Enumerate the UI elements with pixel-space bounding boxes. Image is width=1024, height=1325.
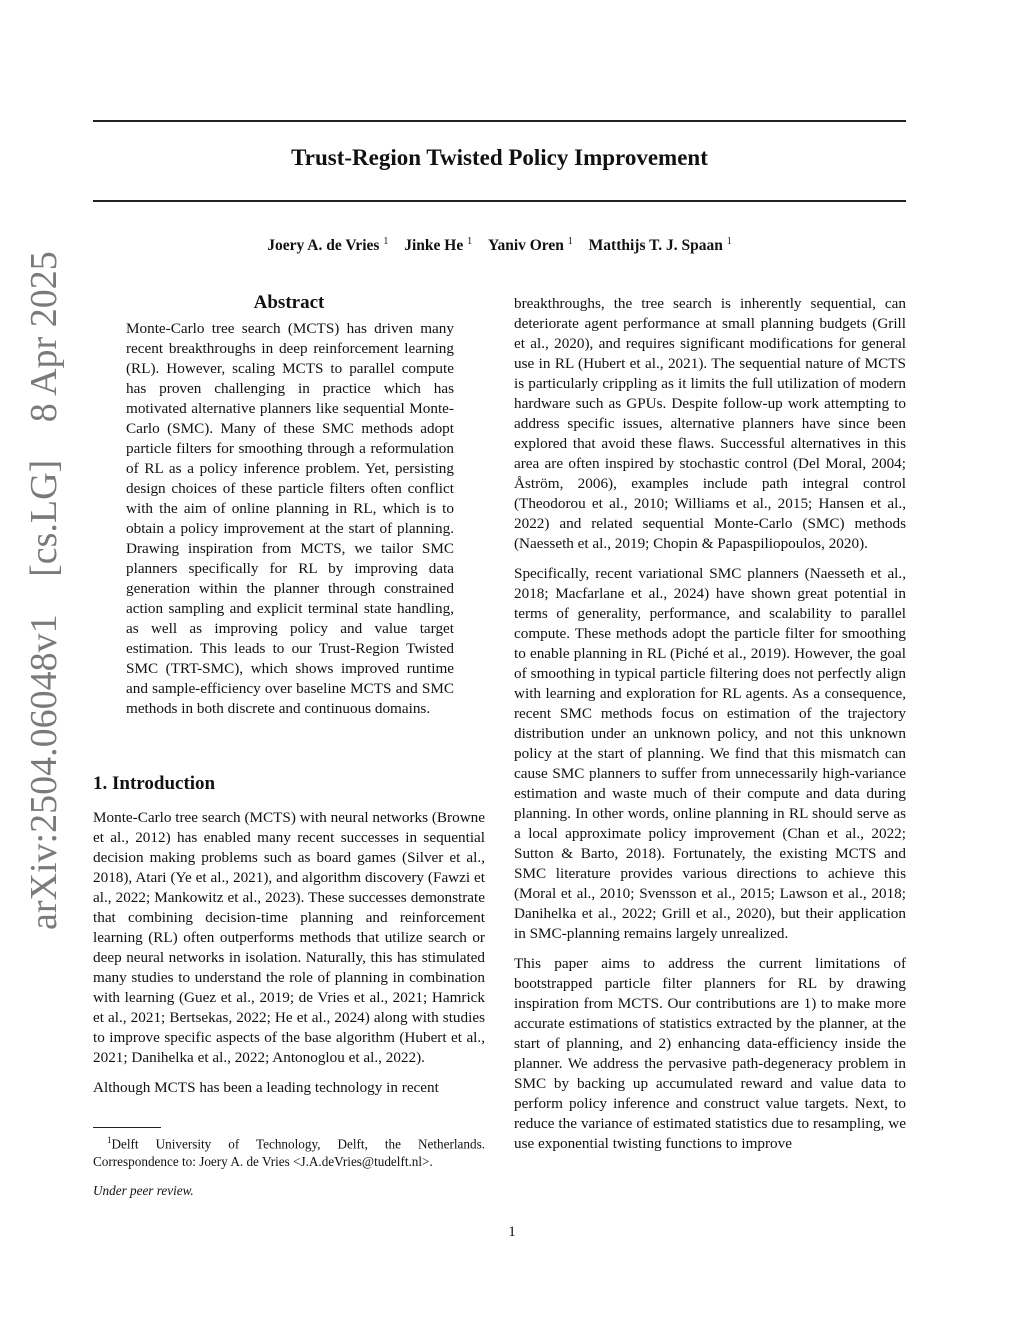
intro-paragraph: Specifically, recent variational SMC planners (Naesseth et al., 2018; Macfarlane et al., 2024) have shown great potential in terms of generality, performance, and scalability to parallel compute. These methods adopt the particle filter for smoothing to enable planning in RL (Piché et al., 2019). However, the goal of smoothing in typical particle filtering does not perfectly align with learning and exploration for RL agents. As a consequence, recent SMC methods focus on estimation of the trajectory distribution under an unknown policy, and not this unknown policy at the start of planning. We find that this mismatch can cause SMC planners to suffer from unnecessarily high-variance estimation and waste much of their compute and data during planning. In other words, online planning in RL should serve as a local approximate policy improvement (Chan et al., 2022; Sutton & Barto, 2018). Fortunately, the existing MCTS and SMC literature provides various directions to achieve this (Moral et al., 2010; Svensson et al., 2015; Lawson et al., 2018; Danihelka et al., 2022; Grill et al., 2020), but their application in SMC-planning remains largely unrealized.	[514, 565, 906, 942]
abstract-text: Monte-Carlo tree search (MCTS) has driven many recent breakthroughs in deep reinforcement learning (RL). However, scaling MCTS to parallel compute has proven challenging in practice which has motivated alternative planners like sequential Monte-Carlo (SMC). Many of these SMC methods adopt particle filters for smoothing through a reformulation of RL as a policy inference problem. Yet, persisting design choices of these particle filters often conflict with the aim of online planning in RL, which is to obtain a policy improvement at the start of planning. Drawing inspiration from MCTS, we tailor SMC planners specifically for RL by improving data generation within the planner through constrained action sampling and explicit terminal state handling, as well as improving policy and value target estimation. This leads to our Trust-Region Twisted SMC (TRT-SMC), which shows improved runtime and sample-efficiency over baseline MCTS and SMC methods in both discrete and continuous domains.	[126, 320, 454, 717]
author: Jinke He $^1$	[404, 236, 473, 255]
intro-paragraph: Monte-Carlo tree search (MCTS) with neural networks (Browne et al., 2012) has enabled many recent successes in sequential decision making problems such as board games (Silver et al., 2018), Atari (Ye et al., 2021), and algorithm discovery (Fawzi et al., 2022; Mankowitz et al., 2023). These successes demonstrate that combining decision-time planning and reinforcement learning (RL) often outperforms methods that utilize search or deep neural networks in isolation. Naturally, this has stimulated many studies to understand the role of planning in combination with learning (Guez et al., 2019; de Vries et al., 2021; Hamrick et al., 2021; Bertsekas, 2022; He et al., 2024) along with studies to improve specific aspects of the base algorithm (Hubert et al., 2021; Danihelka et al., 2022; Antonoglou et al., 2022).	[93, 809, 485, 1066]
left-column-body	[93, 808, 485, 1108]
page-number: 1	[508, 1224, 516, 1240]
title-bottom-rule	[93, 200, 906, 202]
affiliation-footnote: $^1$Delft University of Technology, Delft, the Netherlands. Correspondence to: Joery A. de Vries <J.A.deVries@tudelft.nl>.	[93, 1135, 485, 1170]
section-heading-introduction: 1. Introduction	[93, 773, 216, 794]
author: Yaniv Oren $^1$	[487, 236, 573, 255]
title-top-rule	[93, 120, 906, 122]
intro-paragraph: Although MCTS has been a leading technology in recent	[93, 1079, 439, 1096]
arxiv-id[interactable]: arXiv:2504.06048v1	[23, 614, 65, 930]
arxiv-category: [cs.LG]	[23, 459, 65, 577]
right-column-body	[514, 294, 906, 1164]
footnote-divider	[93, 1127, 161, 1128]
intro-paragraph: This paper aims to address the current limitations of bootstrapped particle filter planners for RL by drawing inspiration from MCTS. Our contributions are 1) to make more accurate estimations of statistics extracted by the planner, at the start of planning, and 2) enhancing data-efficiency inside the planner. We address the pervasive path-degeneracy problem in SMC by backing up accumulated reward and value data to perform policy inference and construct value targets. Next, to reduce the variance of estimated statistics due to resampling, we use exponential twisting functions to improve	[514, 955, 906, 1152]
paper-title: Trust-Region Twisted Policy Improvement	[291, 145, 708, 170]
arxiv-sidebar-stamp	[14, 251, 74, 930]
intro-paragraph: breakthroughs, the tree search is inherently sequential, can deteriorate agent performance at small planning budgets (Grill et al., 2020), and requires significant modifications for general use in RL (Hubert et al., 2021). The sequential nature of MCTS is particularly crippling as it limits the full utilization of modern hardware such as GPUs. Despite follow-up work attempting to address specific issues, alternative planners have since been explored that avoid these flaws. Successful alternatives in this area are often inspired by stochastic control (Del Moral, 2004; Åström, 2006), examples include path integral control (Theodorou et al., 2010; Williams et al., 2015; Hansen et al., 2022) and related sequential Monte-Carlo (SMC) methods (Naesseth et al., 2019; Chopin & Papaspiliopoulos, 2020).	[514, 295, 906, 552]
abstract-heading: Abstract	[253, 292, 325, 313]
review-status: Under peer review.	[93, 1183, 194, 1198]
author-list	[93, 236, 906, 255]
author: Joery A. de Vries $^1$	[267, 236, 389, 255]
author: Matthijs T. J. Spaan $^1$	[588, 236, 732, 255]
arxiv-date: 8 Apr 2025	[23, 251, 65, 423]
